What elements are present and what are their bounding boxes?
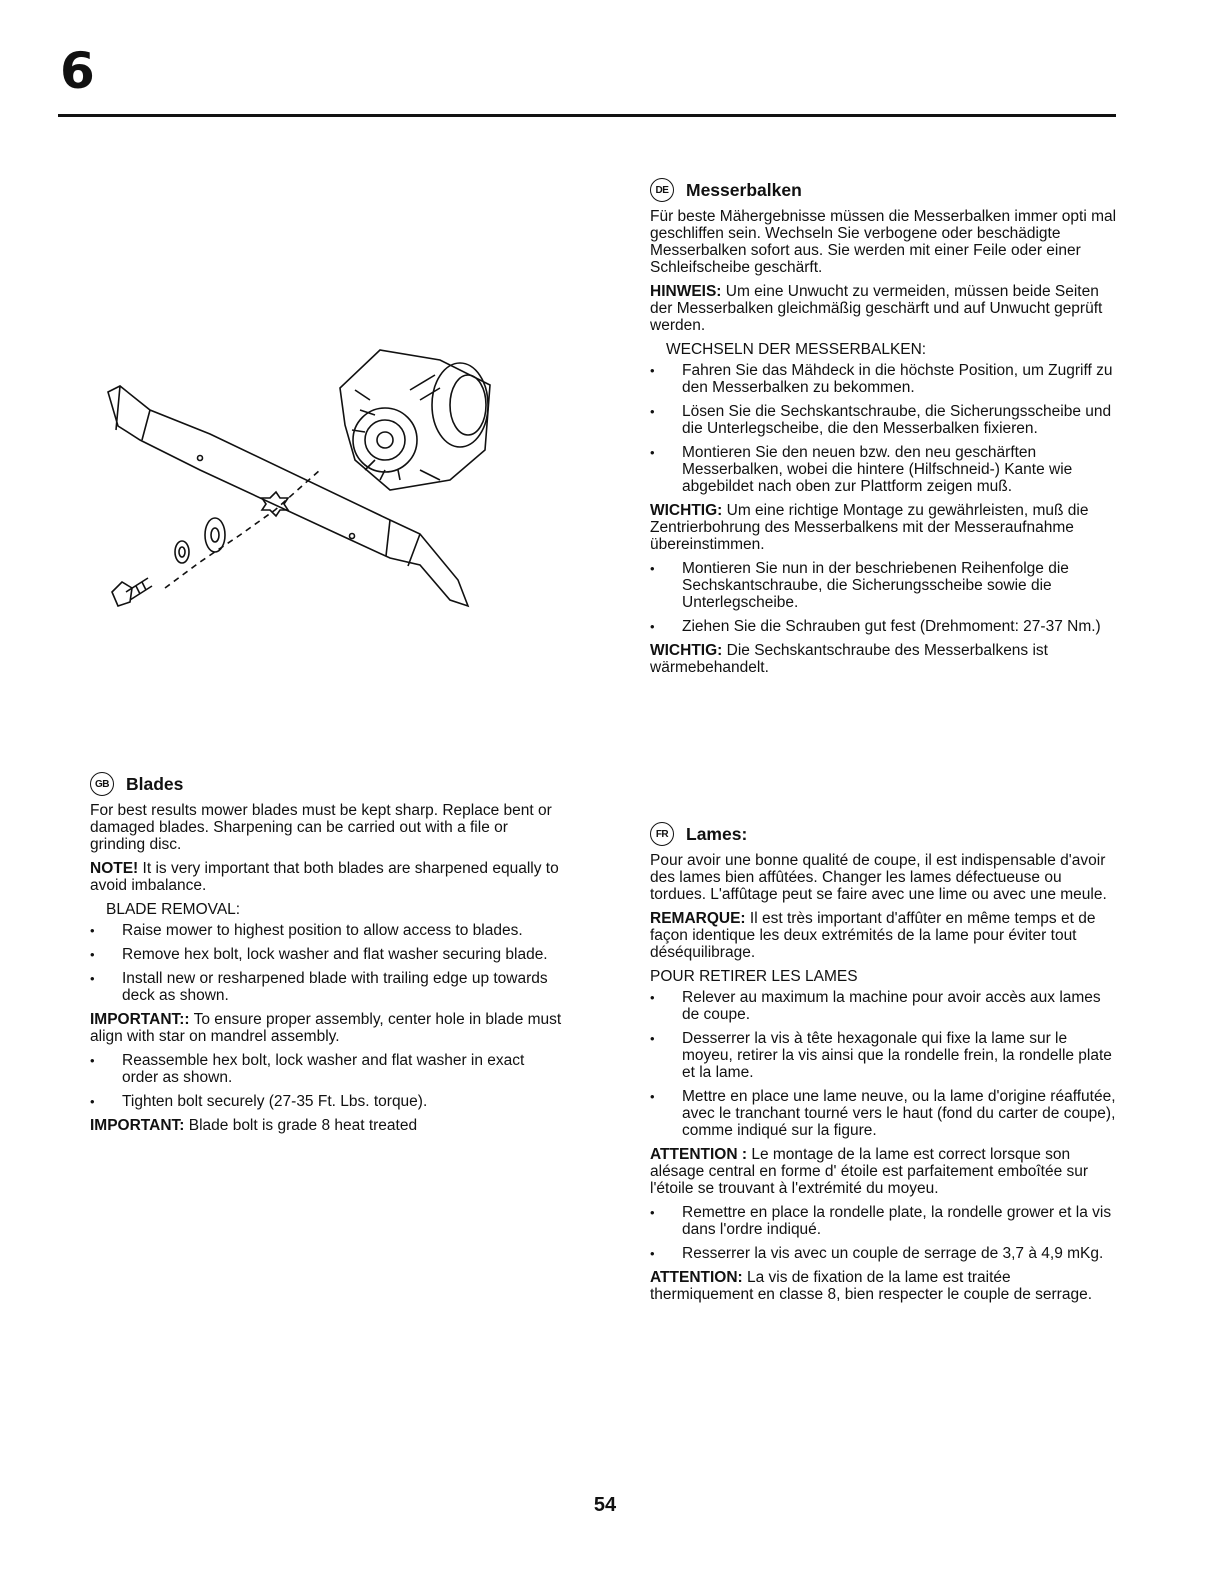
flat-washer: [205, 518, 225, 552]
fr-important-2: [650, 1269, 1118, 1303]
gb-note: [90, 860, 564, 894]
fr-important-2-text: La vis de fixation de la lame est traitée thermiquement en classe 8, bien respecter le couple de serrage.: [650, 1269, 1092, 1303]
list-item: • Desserrer la vis à tête hexagonale qui fixe la lame sur le moyeu, retirer la vis ainsi que la rondelle frein, la rondelle plate et la lame.: [650, 1030, 1118, 1081]
list-item: • Reassemble hex bolt, lock washer and flat washer in exact order as shown.: [90, 1052, 564, 1086]
section-fr-head: [650, 822, 1118, 846]
list-item: • Resserrer la vis avec un couple de serrage de 3,7 à 4,9 mKg.: [650, 1245, 1118, 1262]
list-item: • Raise mower to highest position to allow access to blades.: [90, 922, 564, 939]
fr-title: Lames:: [686, 823, 748, 844]
fr-note: [650, 910, 1118, 961]
list-item: • Fahren Sie das Mähdeck in die höchste Position, um Zugriff zu den Messerbalken zu bekommen.: [650, 362, 1118, 396]
de-note-label: HINWEIS:: [650, 283, 722, 300]
list-item: • Tighten bolt securely (27-35 Ft. Lbs. torque).: [90, 1093, 564, 1110]
list-item: • Montieren Sie nun in der beschriebenen Reihenfolge die Sechskantschraube, die Sicherungsscheibe sowie die Unterlegscheibe.: [650, 560, 1118, 611]
gb-title: Blades: [126, 773, 184, 794]
fr-bullets-b: [650, 1204, 1118, 1262]
de-intro: Für beste Mähergebnisse müssen die Messerbalken immer opti mal geschliffen sein. Wechseln Sie verbogene oder beschädigte Messerbalken sofort aus. Sie werden mit einer Feile oder einer Schleifscheibe geschärft.: [650, 208, 1117, 276]
gb-bullets-b: [90, 1052, 564, 1110]
de-bullets-a: [650, 362, 1118, 495]
fr-language-icon: FR: [650, 822, 674, 846]
gb-note-label: NOTE!: [90, 860, 139, 877]
de-note-text: Um eine Unwucht zu vermeiden, müssen beide Seiten der Messerbalken gleichmäßig geschärft und auf Unwucht geprüft werden.: [650, 283, 1103, 334]
gb-bullets-a: [90, 922, 564, 1004]
de-title: Messerbalken: [686, 179, 802, 200]
de-note: [650, 283, 1118, 334]
de-bullets-b: [650, 560, 1118, 635]
fr-removal-heading: POUR RETIRER LES LAMES: [650, 968, 858, 985]
gb-important-2: [90, 1117, 564, 1134]
list-item: • Mettre en place une lame neuve, ou la lame d'origine réaffutée, avec le tranchant tourné vers le haut (fond du carter de coupe), comme indiqué sur la figure.: [650, 1088, 1118, 1139]
de-important-1-label: WICHTIG:: [650, 502, 723, 519]
header-rule: [58, 114, 1116, 117]
section-de: [650, 178, 1118, 683]
list-item: • Install new or resharpened blade with trailing edge up towards deck as shown.: [90, 970, 564, 1004]
gb-important-2-text: Blade bolt is grade 8 heat treated: [184, 1117, 418, 1134]
de-important-2: [650, 642, 1118, 676]
list-item: • Montieren Sie den neuen bzw. den neu geschärften Messerbalken, wobei die hintere (Hilfschneid-) Kante wie abgebildet nach oben zur Plattform zeigen muß.: [650, 444, 1118, 495]
gb-important-1-label: IMPORTANT::: [90, 1011, 190, 1028]
list-item: • Ziehen Sie die Schrauben gut fest (Drehmoment: 27-37 Nm.): [650, 618, 1118, 635]
de-language-icon: DE: [650, 178, 674, 202]
fr-note-text: Il est très important d'affûter en même temps et de façon identique les deux extrémités de la lame pour éviter tout déséquilibrage.: [650, 910, 1096, 961]
gb-removal-heading: BLADE REMOVAL:: [106, 901, 241, 918]
gb-important-1-text: To ensure proper assembly, center hole in blade must align with star on mandrel assembly.: [90, 1011, 562, 1045]
gb-important-1: [90, 1011, 564, 1045]
section-gb-head: [90, 772, 564, 796]
gb-important-2-label: IMPORTANT:: [90, 1117, 185, 1134]
section-gb: [90, 772, 564, 1141]
page-number: 54: [593, 1494, 617, 1516]
fr-important-1: [650, 1146, 1118, 1197]
mandrel-assembly: [340, 350, 490, 490]
de-important-2-text: Die Sechskantschraube des Messerbalkens ist wärmebehandelt.: [650, 642, 1048, 676]
fr-note-label: REMARQUE:: [650, 910, 746, 927]
fr-important-1-label: ATTENTION :: [650, 1146, 748, 1163]
de-important-2-label: WICHTIG:: [650, 642, 723, 659]
fr-important-1-text: Le montage de la lame est correct lorsque son alésage central en forme d' étoile est parfaitement emboîtée sur l'étoile se trouvant à l'extrémité du moyeu.: [650, 1146, 1089, 1197]
hex-bolt: [112, 578, 152, 606]
blade-shape: [108, 386, 468, 606]
gb-language-icon: GB: [90, 772, 114, 796]
lock-washer: [175, 541, 189, 563]
de-important-1-text: Um eine richtige Montage zu gewährleisten, muß die Zentrierbohrung des Messerbalkens mit der Messeraufnahme übereinstimmen.: [650, 502, 1089, 553]
de-important-1: [650, 502, 1118, 553]
de-removal-heading: WECHSELN DER MESSERBALKEN:: [666, 341, 927, 358]
section-fr: [650, 822, 1118, 1310]
gb-intro: For best results mower blades must be kept sharp. Replace bent or damaged blades. Sharpening can be carried out with a file or grinding disc.: [90, 802, 552, 853]
list-item: • Lösen Sie die Sechskantschraube, die Sicherungsscheibe und die Unterlegscheibe, die den Messerbalken fixieren.: [650, 403, 1118, 437]
fr-bullets-a: [650, 989, 1118, 1139]
fr-important-2-label: ATTENTION:: [650, 1269, 743, 1286]
blade-assembly-illustration: [90, 330, 530, 620]
chapter-number: 6: [60, 42, 95, 100]
list-item: • Remettre en place la rondelle plate, la rondelle grower et la vis dans l'ordre indiqué.: [650, 1204, 1118, 1238]
gb-note-text: It is very important that both blades are sharpened equally to avoid imbalance.: [90, 860, 559, 894]
list-item: • Remove hex bolt, lock washer and flat washer securing blade.: [90, 946, 564, 963]
fr-intro: Pour avoir une bonne qualité de coupe, il est indispensable d'avoir des lames bien affûtées. Changer les lames défectueuse ou tordues. L'affûtage peut se faire avec une lime ou avec une meule.: [650, 852, 1107, 903]
section-de-head: [650, 178, 1118, 202]
list-item: • Relever au maximum la machine pour avoir accès aux lames de coupe.: [650, 989, 1118, 1023]
